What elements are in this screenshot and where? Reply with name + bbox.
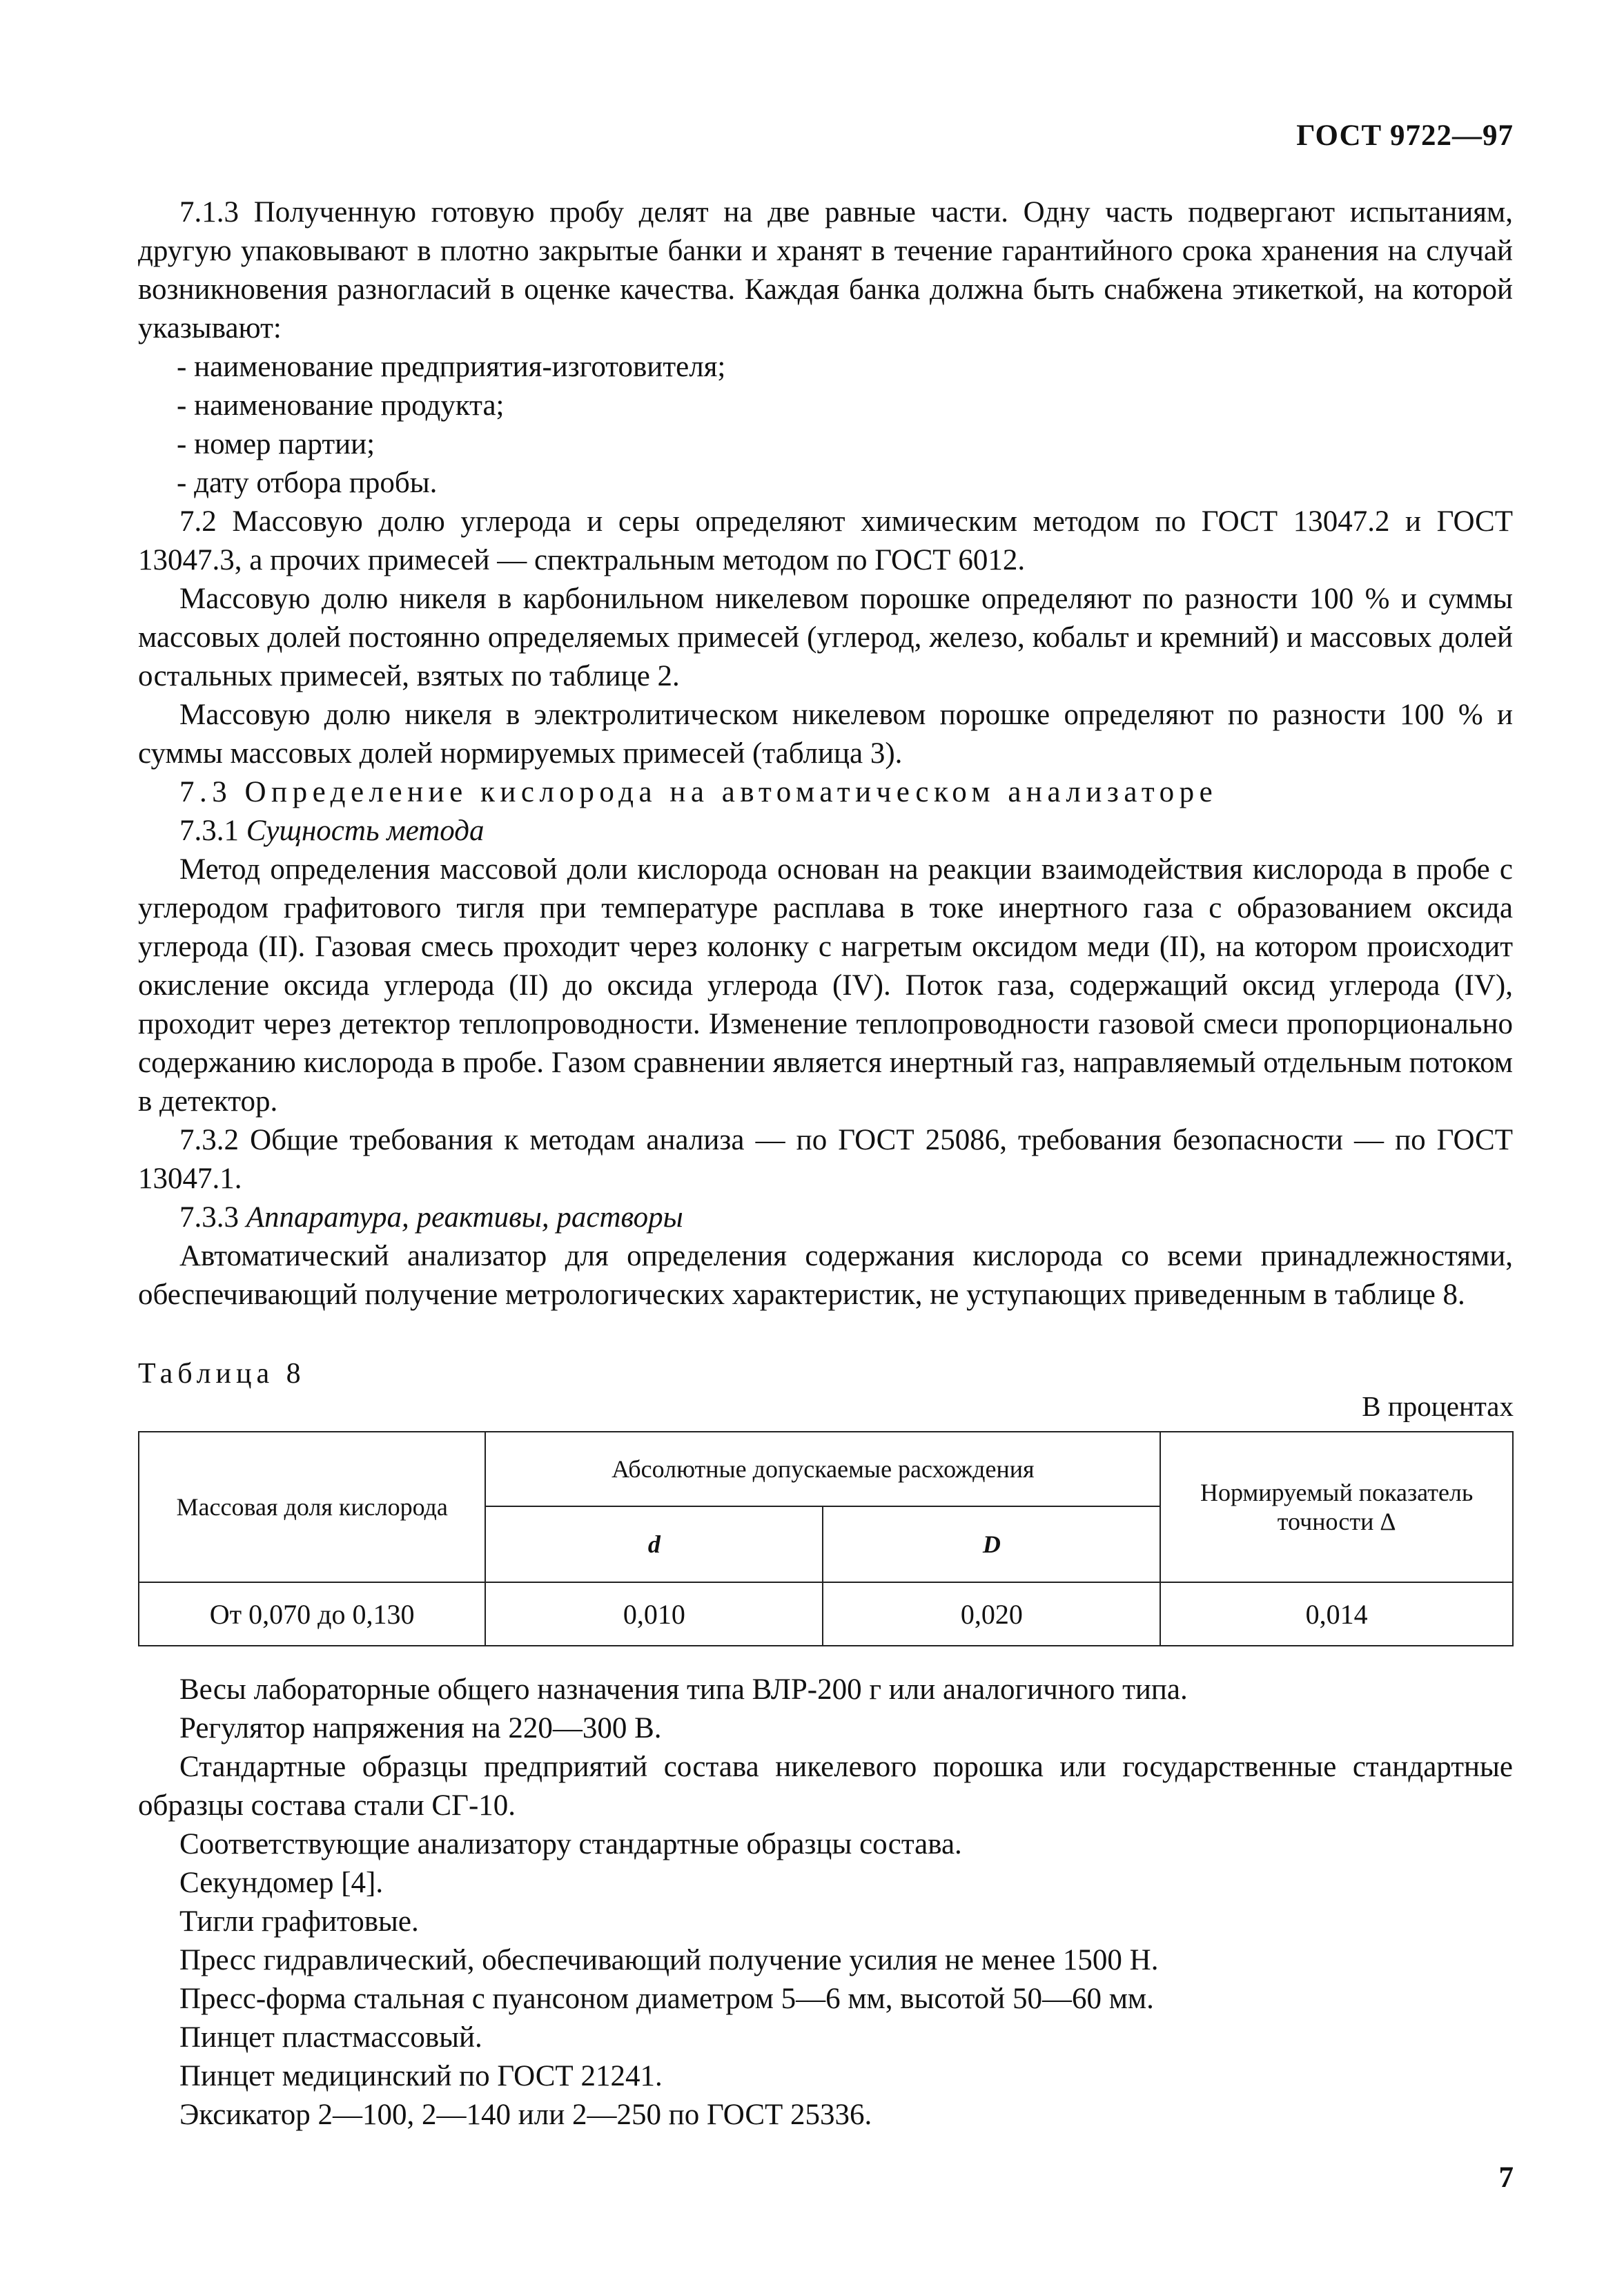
list-item: - дату отбора пробы. xyxy=(177,467,438,499)
page-number: 7 xyxy=(1498,2161,1514,2194)
cell-range: От 0,070 до 0,130 xyxy=(139,1582,485,1646)
section-number: 7.3.3 xyxy=(179,1201,246,1234)
paragraph-7-2: 7.2 Массовую долю углерода и серы определяют химическим методом по ГОСТ 13047.2 и ГОСТ 13047.3, а прочих примесей — спектральным методом по ГОСТ 6012. xyxy=(138,505,1513,576)
header-mass-fraction: Массовая доля кислорода xyxy=(139,1432,485,1582)
list-item: Пресс-форма стальная с пуансоном диаметром 5—6 мм, высотой 50—60 мм. xyxy=(179,1983,1154,2015)
header-d: d xyxy=(485,1506,823,1582)
document-code: ГОСТ 9722—97 xyxy=(1296,119,1514,152)
section-number: 7.3.1 xyxy=(179,815,246,847)
list-item: - номер партии; xyxy=(177,428,375,460)
header-accuracy: Нормируемый показатель точности Δ xyxy=(1160,1432,1513,1582)
heading-7-3: 7.3 Определение кислорода на автоматическом анализаторе xyxy=(179,776,1218,808)
list-item: Пинцет медицинский по ГОСТ 21241. xyxy=(179,2060,663,2092)
paragraph-7-3-3: Автоматический анализатор для определения содержания кислорода со всеми принадлежностями, обеспечивающий получение метрологических характеристик, не уступающих приведенным в таблице 8. xyxy=(138,1240,1513,1311)
list-item: Эксикатор 2—100, 2—140 или 2—250 по ГОСТ 25336. xyxy=(179,2099,872,2131)
main-text xyxy=(138,193,1513,1314)
list-item: - наименование продукта; xyxy=(177,389,505,422)
section-title: Аппаратура, реактивы, растворы xyxy=(246,1201,683,1234)
section-title: Сущность метода xyxy=(246,815,485,847)
list-item: Тигли графитовые. xyxy=(179,1905,419,1938)
list-item: Весы лабораторные общего назначения типа ВЛР-200 г или аналогичного типа. xyxy=(179,1673,1188,1706)
list-item: - наименование предприятия-изготовителя; xyxy=(177,351,726,383)
cell-d: 0,010 xyxy=(485,1582,823,1646)
header-D: D xyxy=(823,1506,1160,1582)
list-item: Соответствующие анализатору стандартные образцы состава. xyxy=(179,1828,962,1860)
cell-D: 0,020 xyxy=(823,1582,1160,1646)
list-item: Пресс гидравлический, обеспечивающий получение усилия не менее 1500 Н. xyxy=(179,1944,1159,1976)
heading-7-3-1 xyxy=(138,812,1513,850)
paragraph-7-3-1: Метод определения массовой доли кислорода основан на реакции взаимодействия кислорода в пробе с углеродом графитового тигля при температуре расплава в токе инертного газа с образованием оксида углерода (II). Газовая смесь проходит через колонку с нагретым оксидом меди (II), на котором происходит окисление оксида углерода (II) до оксида углерода (IV). Поток газа, содержащий оксид углерода (IV), проходит через детектор теплопроводности. Изменение теплопроводности газовой смеси пропорционально содержанию кислорода в пробе. Газом сравнении является инертный газ, направляемый отдельным потоком в детектор. xyxy=(138,853,1513,1118)
table-units: В процентах xyxy=(1362,1390,1514,1422)
table-row xyxy=(139,1582,1513,1646)
list-item: Стандартные образцы предприятий состава никелевого порошка или государственные стандартные образцы состава стали СГ-10. xyxy=(138,1751,1513,1822)
paragraph-electrolytic-nickel: Массовую долю никеля в электролитическом никелевом порошке определяют по разности 100 % и суммы массовых долей нормируемых примесей (таблица 3). xyxy=(138,699,1513,770)
table-caption: Таблица 8 xyxy=(138,1358,306,1390)
equipment-list xyxy=(138,1671,1513,2135)
paragraph-carbonyl-nickel: Массовую долю никеля в карбонильном никелевом порошке определяют по разности 100 % и суммы массовых долей постоянно определяемых примесей (углерод, железо, кобальт и кремний) и массовых долей остальных примесей, взятых по таблице 2. xyxy=(138,583,1513,692)
paragraph-7-1-3: 7.1.3 Полученную готовую пробу делят на две равные части. Одну часть подвергают испытаниям, другую упаковывают в плотно закрытые банки и хранят в течение гарантийного срока хранения на случай возникновения разногласий в оценке качества. Каждая банка должна быть снабжена этикеткой, на которой указывают: xyxy=(138,196,1513,344)
paragraph-7-3-2: 7.3.2 Общие требования к методам анализа — по ГОСТ 25086, требования безопасности — по ГОСТ 13047.1. xyxy=(138,1124,1513,1195)
heading-7-3-3 xyxy=(138,1198,1513,1237)
table-8 xyxy=(138,1431,1514,1646)
list-item: Пинцет пластмассовый. xyxy=(179,2021,482,2054)
list-item: Регулятор напряжения на 220—300 В. xyxy=(179,1712,662,1744)
cell-accuracy: 0,014 xyxy=(1160,1582,1513,1646)
list-item: Секундомер [4]. xyxy=(179,1867,384,1899)
header-discrepancies: Абсолютные допускаемые расхождения xyxy=(485,1432,1160,1506)
